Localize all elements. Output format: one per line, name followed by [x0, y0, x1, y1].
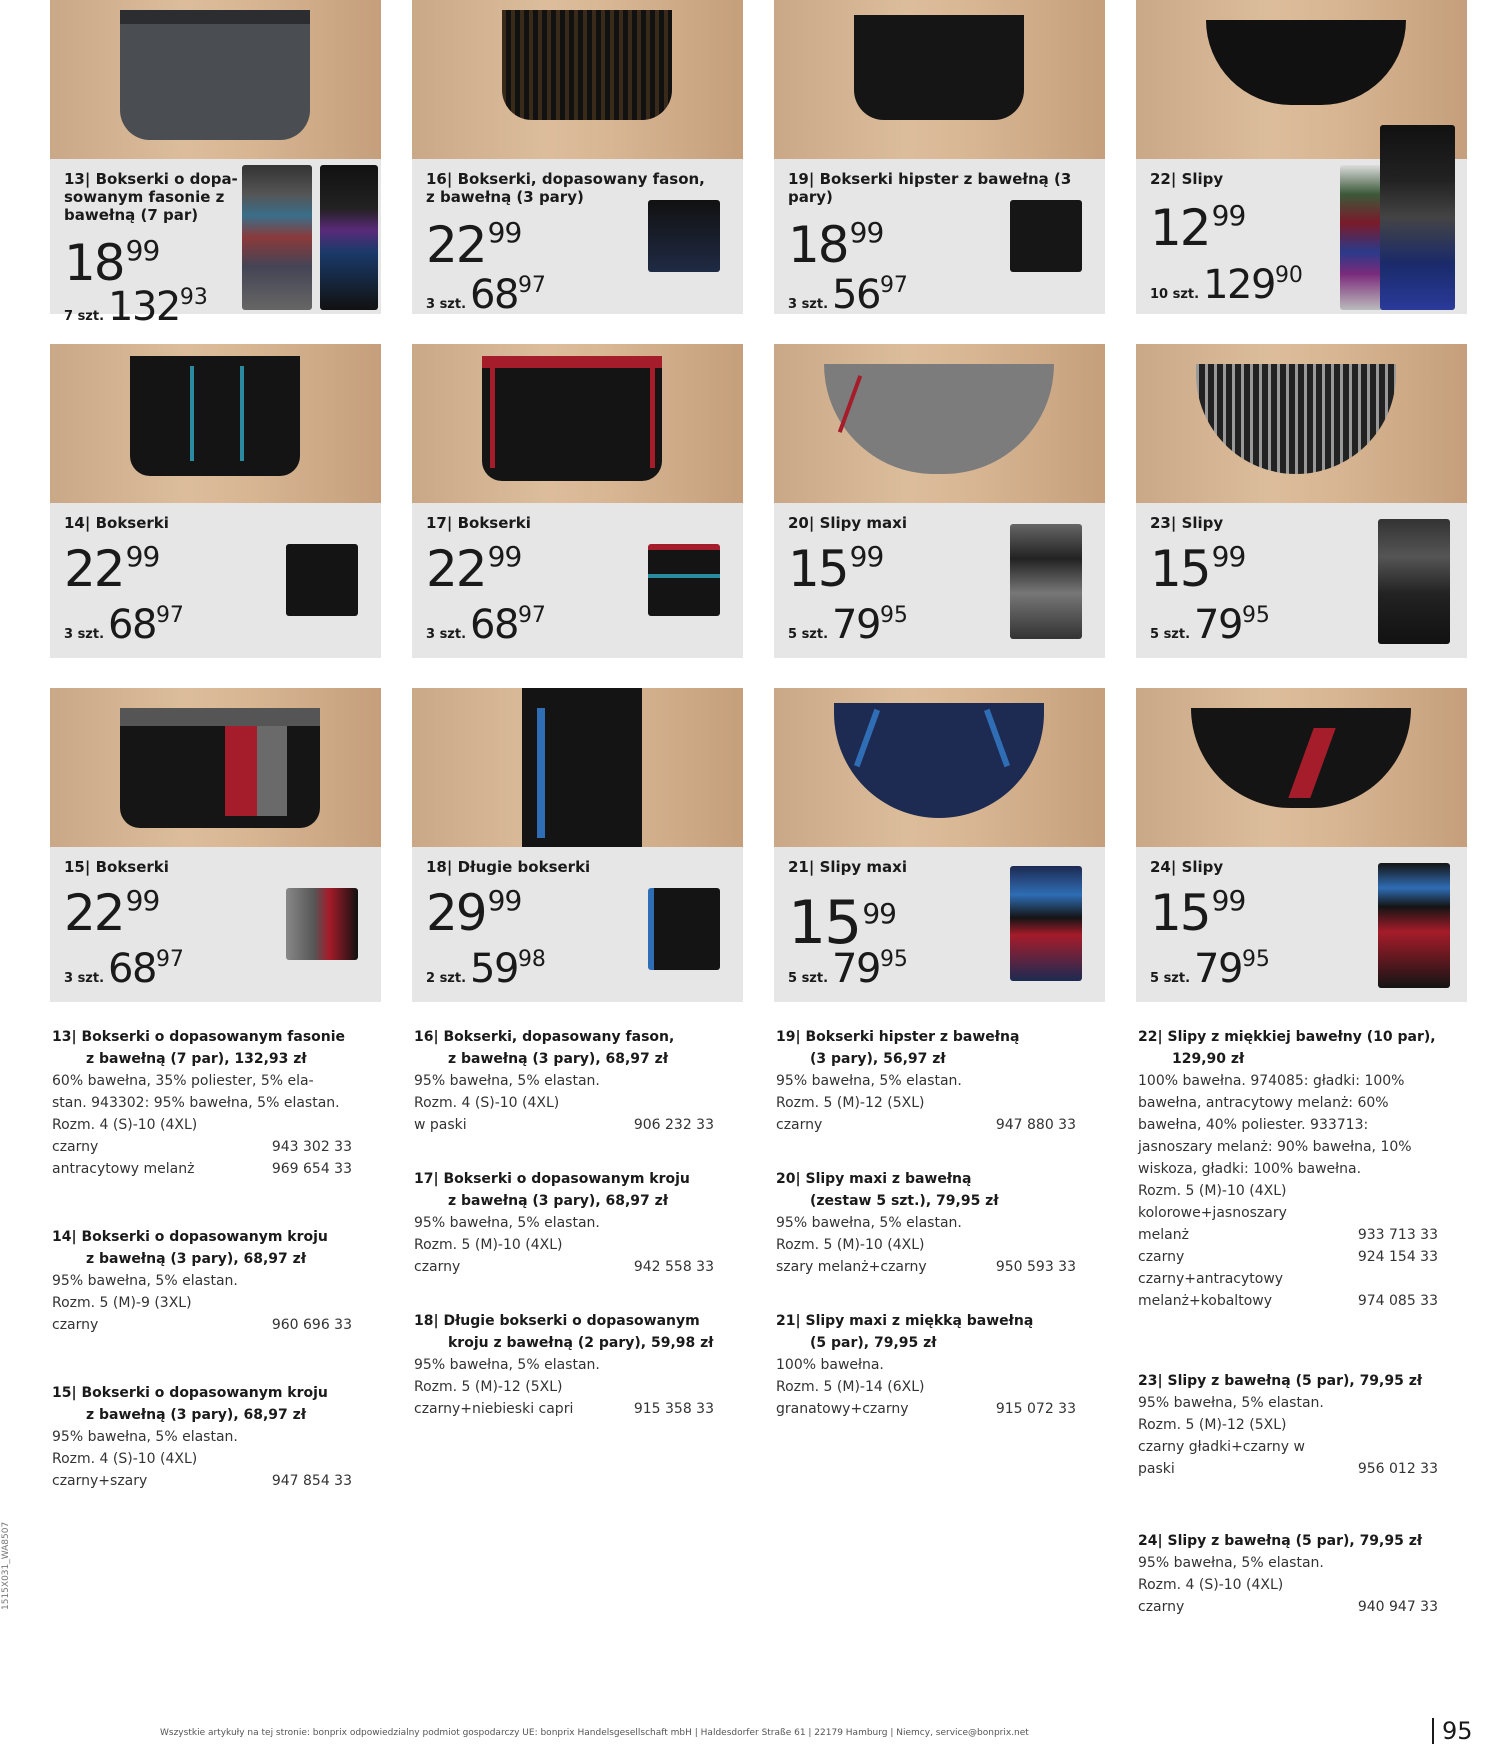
product-title: Bokserki [95, 514, 169, 532]
description-23: 23| Slipy z bawełną (5 par), 79,95 zł 95% bawełna, 5% elastan. Rozm. 5 (M)-12 (5XL) czarny gładki+czarny w paski 956 012 33 [1138, 1370, 1488, 1480]
package-image [1010, 524, 1082, 639]
variant-row: antracytowy melanż 969 654 33 [52, 1161, 352, 1177]
unit-price: $18^{99}$ [64, 234, 160, 292]
package-image [648, 888, 720, 970]
product-photo [774, 344, 1105, 503]
package-image [648, 544, 720, 616]
product-photo [412, 0, 743, 159]
unit-price: $15^{99}$ [788, 888, 896, 958]
package-image [1010, 866, 1082, 981]
unit-price: $15^{99}$ [1150, 540, 1246, 598]
product-card-14[interactable]: 14| Bokserki $22^{99}$ 3 szt. $68^{97}$ [50, 344, 381, 658]
description-13: 13| Bokserki o dopasowanym fasonie z bawełną (7 par), 132,93 zł 60% bawełna, 35% poliester, 5% ela- stan. 943302: 95% bawełna, 5% elastan. Rozm. 4 (S)-10 (4XL) czarny 943 302 33 antracytowy melanż 969 654 33 [52, 1026, 382, 1180]
unit-price: $15^{99}$ [788, 540, 884, 598]
description-20: 20| Slipy maxi z bawełną (zestaw 5 szt.), 79,95 zł 95% bawełna, 5% elastan. Rozm. 5 (M)-10 (4XL) szary melanż+czarny 950 593 33 [776, 1168, 1106, 1278]
package-image [242, 165, 312, 310]
unit-price: $22^{99}$ [64, 884, 160, 942]
product-photo [774, 0, 1105, 159]
description-19: 19| Bokserki hipster z bawełną (3 pary), 56,97 zł 95% bawełna, 5% elastan. Rozm. 5 (M)-12 (5XL) czarny 947 880 33 [776, 1026, 1106, 1136]
set-price: 3 szt. $68^{97}$ [426, 602, 546, 648]
package-image [1378, 519, 1450, 644]
variant-row: czarny+antracytowy [1138, 1271, 1284, 1287]
variant-row: czarny+szary 947 854 33 [52, 1473, 352, 1489]
product-card-13[interactable]: 13| Bokserki o dopa-sowanym fasonie z bawełną (7 par) $18^{99}$ 7 szt. $132^{93}$ [50, 0, 381, 314]
variant-row: granatowy+czarny 915 072 33 [776, 1401, 1076, 1417]
product-title: Slipy maxi [819, 514, 907, 532]
product-card-15[interactable]: 15| Bokserki $22^{99}$ 3 szt. $68^{97}$ [50, 688, 381, 1002]
variant-row: czarny 940 947 33 [1138, 1599, 1438, 1615]
product-card-16[interactable]: 16| Bokserki, dopasowany fason, z bawełną (3 pary) $22^{99}$ 3 szt. $68^{97}$ [412, 0, 743, 314]
page-number: 95 [1432, 1718, 1473, 1744]
product-title: Slipy maxi [819, 858, 907, 876]
description-16: 16| Bokserki, dopasowany fason, z bawełną (3 pary), 68,97 zł 95% bawełna, 5% elastan. Rozm. 4 (S)-10 (4XL) w paski 906 232 33 [414, 1026, 744, 1136]
set-price: 3 szt. $68^{97}$ [64, 946, 184, 992]
package-image [286, 544, 358, 616]
description-24: 24| Slipy z bawełną (5 par), 79,95 zł 95% bawełna, 5% elastan. Rozm. 4 (S)-10 (4XL) czarny 940 947 33 [1138, 1530, 1488, 1618]
product-photo [1136, 688, 1467, 847]
description-17: 17| Bokserki o dopasowanym kroju z bawełną (3 pary), 68,97 zł 95% bawełna, 5% elastan. Rozm. 5 (M)-10 (4XL) czarny 942 558 33 [414, 1168, 744, 1278]
package-image [1378, 863, 1450, 988]
variant-row: czarny 942 558 33 [414, 1259, 714, 1275]
package-image [320, 165, 378, 310]
unit-price: $22^{99}$ [426, 540, 522, 598]
product-card-22[interactable]: 22| Slipy $12^{99}$ 10 szt. $129^{90}$ [1136, 0, 1467, 314]
product-card-21[interactable]: 21| Slipy maxi $15^{99}$ 5 szt. $79^{95}$ [774, 688, 1105, 1002]
product-title: Bokserki [95, 858, 169, 876]
product-title: Slipy [1181, 514, 1224, 532]
product-title: Bokserki [457, 514, 531, 532]
package-image [648, 200, 720, 272]
package-image [286, 888, 358, 960]
variant-row: czarny+niebieski capri 915 358 33 [414, 1401, 714, 1417]
set-price: 3 szt. $56^{97}$ [788, 272, 908, 318]
set-price: 3 szt. $68^{97}$ [64, 602, 184, 648]
product-title: Długie bokserki [457, 858, 591, 876]
variant-row: paski 956 012 33 [1138, 1461, 1438, 1477]
product-photo [1136, 344, 1467, 503]
product-photo [50, 688, 381, 847]
product-card-18[interactable]: 18| Długie bokserki $29^{99}$ 2 szt. $59^{98}$ [412, 688, 743, 1002]
set-price: 3 szt. $68^{97}$ [426, 272, 546, 318]
set-price: 5 szt. $79^{95}$ [1150, 602, 1270, 648]
unit-price: $22^{99}$ [64, 540, 160, 598]
variant-row: czarny 943 302 33 [52, 1139, 352, 1155]
set-price: 5 szt. $79^{95}$ [1150, 946, 1270, 992]
unit-price: $12^{99}$ [1150, 199, 1246, 257]
product-title: Slipy [1181, 858, 1224, 876]
set-price: 5 szt. $79^{95}$ [788, 946, 908, 992]
product-photo [50, 0, 381, 159]
side-code: 1515X031_WA8507 [1, 1521, 11, 1610]
product-card-20[interactable]: 20| Slipy maxi $15^{99}$ 5 szt. $79^{95}$ [774, 344, 1105, 658]
variant-row: w paski 906 232 33 [414, 1117, 714, 1133]
product-title: Bokserki o dopa-sowanym fasonie z bawełną (7 par) [64, 170, 238, 224]
variant-row: melanż 933 713 33 [1138, 1227, 1438, 1243]
variant-row: melanż+kobaltowy 974 085 33 [1138, 1293, 1438, 1309]
package-image [1010, 200, 1082, 272]
variant-row: szary melanż+czarny 950 593 33 [776, 1259, 1076, 1275]
variant-row: czarny 924 154 33 [1138, 1249, 1438, 1265]
unit-price: $22^{99}$ [426, 216, 522, 274]
product-title: Bokserki hipster z bawełną (3 pary) [788, 170, 1072, 206]
set-price: 5 szt. $79^{95}$ [788, 602, 908, 648]
product-title: Slipy [1181, 170, 1224, 188]
variant-row: czarny 947 880 33 [776, 1117, 1076, 1133]
product-card-17[interactable]: 17| Bokserki $22^{99}$ 3 szt. $68^{97}$ [412, 344, 743, 658]
set-price: 2 szt. $59^{98}$ [426, 946, 546, 992]
product-card-23[interactable]: 23| Slipy $15^{99}$ 5 szt. $79^{95}$ [1136, 344, 1467, 658]
set-price: 10 szt. $129^{90}$ [1150, 262, 1303, 308]
description-22: 22| Slipy z miękkiej bawełny (10 par), 129,90 zł 100% bawełna. 974085: gładki: 100% bawełna, antracytowy melanż: 60% bawełna, 40% poliester. 933713: jasnoszary melanż: 90% bawełna, 10% wiskoza, gładki: 100% bawełna. Rozm. 5 (M)-10 (4XL) kolorowe+jasnoszary melanż 933 713 33 czarny 924 154 33 czarny+antracytowy melanż+kobaltowy 974 085 33 [1138, 1026, 1488, 1312]
description-14: 14| Bokserki o dopasowanym kroju z bawełną (3 pary), 68,97 zł 95% bawełna, 5% elastan. Rozm. 5 (M)-9 (3XL) czarny 960 696 33 [52, 1226, 382, 1336]
unit-price: $29^{99}$ [426, 884, 522, 942]
description-21: 21| Slipy maxi z miękką bawełną (5 par), 79,95 zł 100% bawełna. Rozm. 5 (M)-14 (6XL) granatowy+czarny 915 072 33 [776, 1310, 1106, 1420]
legal-footer: Wszystkie artykuły na tej stronie: bonprix odpowiedzialny podmiot gospodarczy UE: bonprix Handelsgesellschaft mbH | Haldesdorfer Straße 61 | 22179 Hamburg | Niemcy, service@bonprix.net [160, 1728, 1029, 1738]
product-photo [412, 688, 743, 847]
variant-row: czarny 960 696 33 [52, 1317, 352, 1333]
unit-price: $18^{99}$ [788, 216, 884, 274]
product-photo [774, 688, 1105, 847]
product-card-19[interactable]: 19| Bokserki hipster z bawełną (3 pary) $18^{99}$ 3 szt. $56^{97}$ [774, 0, 1105, 314]
package-image [1380, 125, 1455, 310]
unit-price: $15^{99}$ [1150, 884, 1246, 942]
description-18: 18| Długie bokserki o dopasowanym kroju z bawełną (2 pary), 59,98 zł 95% bawełna, 5% elastan. Rozm. 5 (M)-12 (5XL) czarny+niebieski capri 915 358 33 [414, 1310, 744, 1420]
product-title: Bokserki, dopasowany fason, z bawełną (3 pary) [426, 170, 705, 206]
product-card-24[interactable]: 24| Slipy $15^{99}$ 5 szt. $79^{95}$ [1136, 688, 1467, 1002]
product-photo [412, 344, 743, 503]
set-price: 7 szt. $132^{93}$ [64, 284, 208, 330]
product-photo [50, 344, 381, 503]
description-15: 15| Bokserki o dopasowanym kroju z bawełną (3 pary), 68,97 zł 95% bawełna, 5% elastan. Rozm. 4 (S)-10 (4XL) czarny+szary 947 854 33 [52, 1382, 382, 1492]
